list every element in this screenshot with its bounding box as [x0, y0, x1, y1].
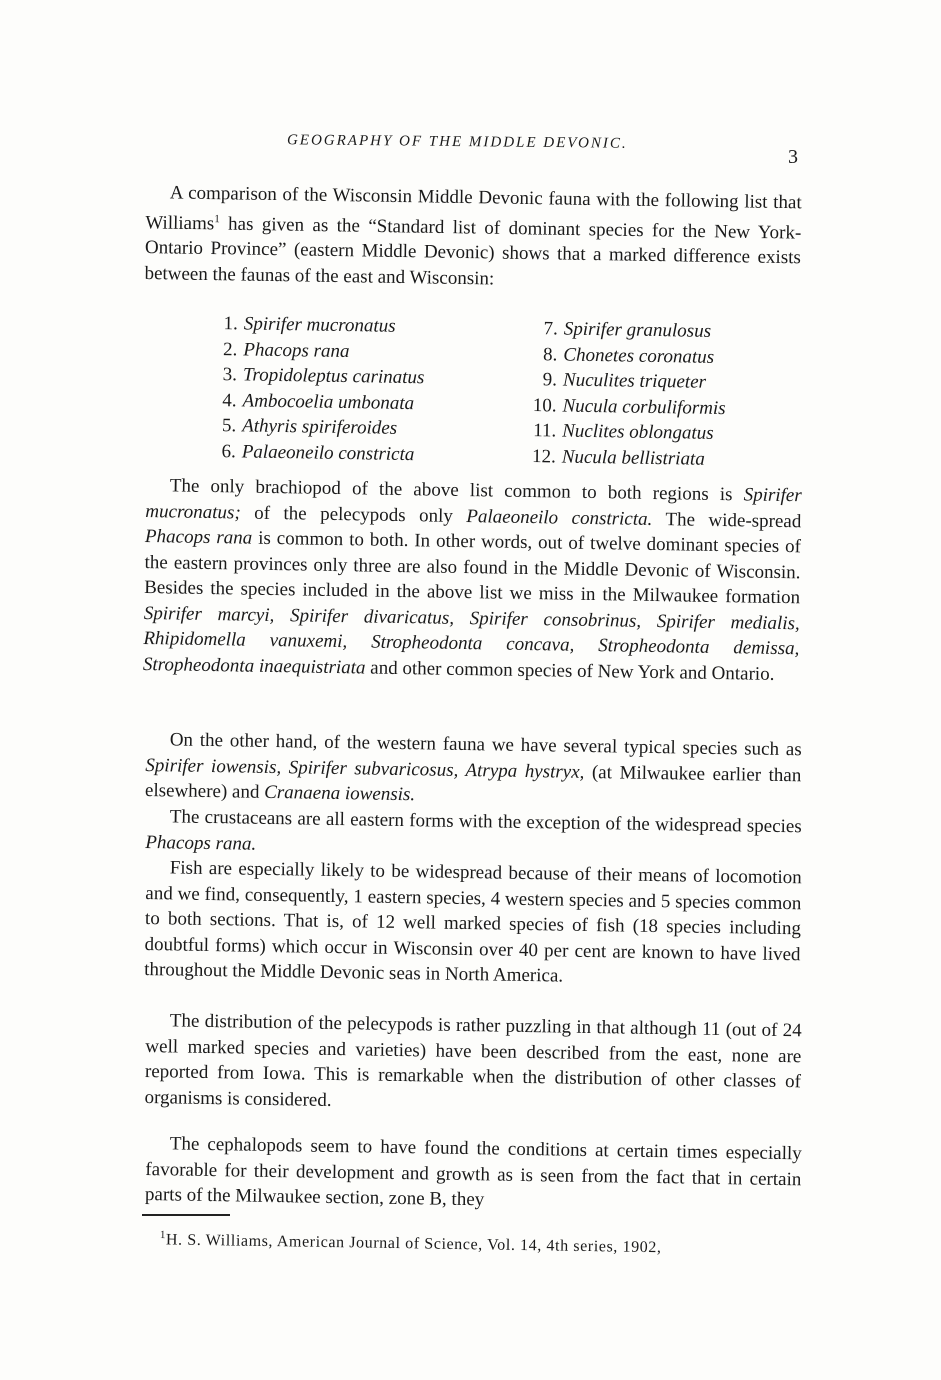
list-item: 10. Nucula corbuliformis: [532, 394, 726, 419]
list-item: 12. Nucula bellistriata: [531, 445, 705, 470]
intro-text: A comparison of the Wisconsin Middle Devonic fauna with the following list that Williams: [145, 182, 802, 234]
list-item: 3. Tropidoleptus carinatus: [222, 364, 425, 389]
crustaceans-paragraph: The crustaceans are all eastern forms with the exception of the widespread species Phacops rana.: [145, 806, 802, 855]
footnote-reference: 1: [214, 212, 220, 225]
brachiopod-paragraph: The only brachiopod of the above list common to both regions is Spirifer mucronatus; of the pelecypods only Palaeoneilo constricta. The wide-spread Phacops rana is common to both. In other words, out of twelve dominant species of the eastern provinces only three are also found in the Middle Devonic of Wisconsin. Besides the species included in the above list we miss in the Milwaukee formation Spirifer marcyi, Spirifer divaricatus, Spirifer consobrinus, Spirifer medialis, Rhipidomella vanuxemi, Stropheodonta concava, Stropheodonta demissa, Stropheodonta inaequistriata and other common species of New York and Ontario.: [142, 475, 802, 685]
species-list-right: [528, 316, 727, 472]
cephalopods-paragraph: The cephalopods seem to have found the conditions at certain times especially favorable for their development and growth as is seen from the fact that in certain parts of the Milwaukee section, zone B, they: [144, 1133, 802, 1211]
page-number: 3: [788, 146, 798, 168]
list-item: 2. Phacops rana: [222, 338, 350, 362]
pelecypods-paragraph: The distribution of the pelecypods is rather puzzling in that although 11 (out of 24 well marked species and varieties) have been described from the east, none are reported from Iowa. This is remarkable when the distribution of other classes of organisms is considered.: [144, 1010, 802, 1111]
list-item: 6. Palaeoneilo constricta: [221, 440, 415, 465]
western-fauna-paragraph: On the other hand, of the western fauna we have several typical species such as Spirifer iowensis, Spirifer subvaricosus, Atrypa hystryx, (at Milwaukee earlier than elsewhere) and Cranaena iowensis.: [144, 729, 802, 806]
footnote: $^1$H. S. Williams, American Journal of Science, Vol. 14, 4th series, 1902,: [159, 1229, 662, 1257]
intro-paragraph: [144, 180, 802, 297]
list-item: 1. Spirifer mucronatus: [223, 313, 396, 337]
list-item: 4. Ambocoelia umbonata: [222, 389, 415, 414]
list-item: 8. Chonetes coronatus: [542, 343, 715, 368]
running-title: GEOGRAPHY OF THE MIDDLE DEVONIC.: [286, 132, 628, 152]
footnote-divider: [142, 1214, 230, 1216]
list-item: 9. Nuculites triqueter: [542, 369, 707, 393]
intro-text-cont: has given as the “Standard list of dominant species for the New York-Ontario Province” (eastern Middle Devonic) shows that a marked difference exists between the faunas of the east and Wisconsin:: [144, 212, 802, 290]
species-list-left: [216, 311, 426, 467]
list-item: 7. Spirifer granulosus: [543, 318, 712, 342]
list-item: 11. Nuclites oblongatus: [532, 420, 714, 444]
list-item: 5. Athyris spiriferoides: [221, 415, 398, 439]
fish-paragraph: Fish are especially likely to be widespread because of their means of locomotion and we find, consequently, 1 eastern species, 4 western species and 5 species common to both sections. That is, of 12 well marked species of fish (18 species including doubtful forms) which occur in Wisconsin over 40 per cent are known to have lived throughout the Middle Devonic seas in North America.: [144, 857, 802, 987]
